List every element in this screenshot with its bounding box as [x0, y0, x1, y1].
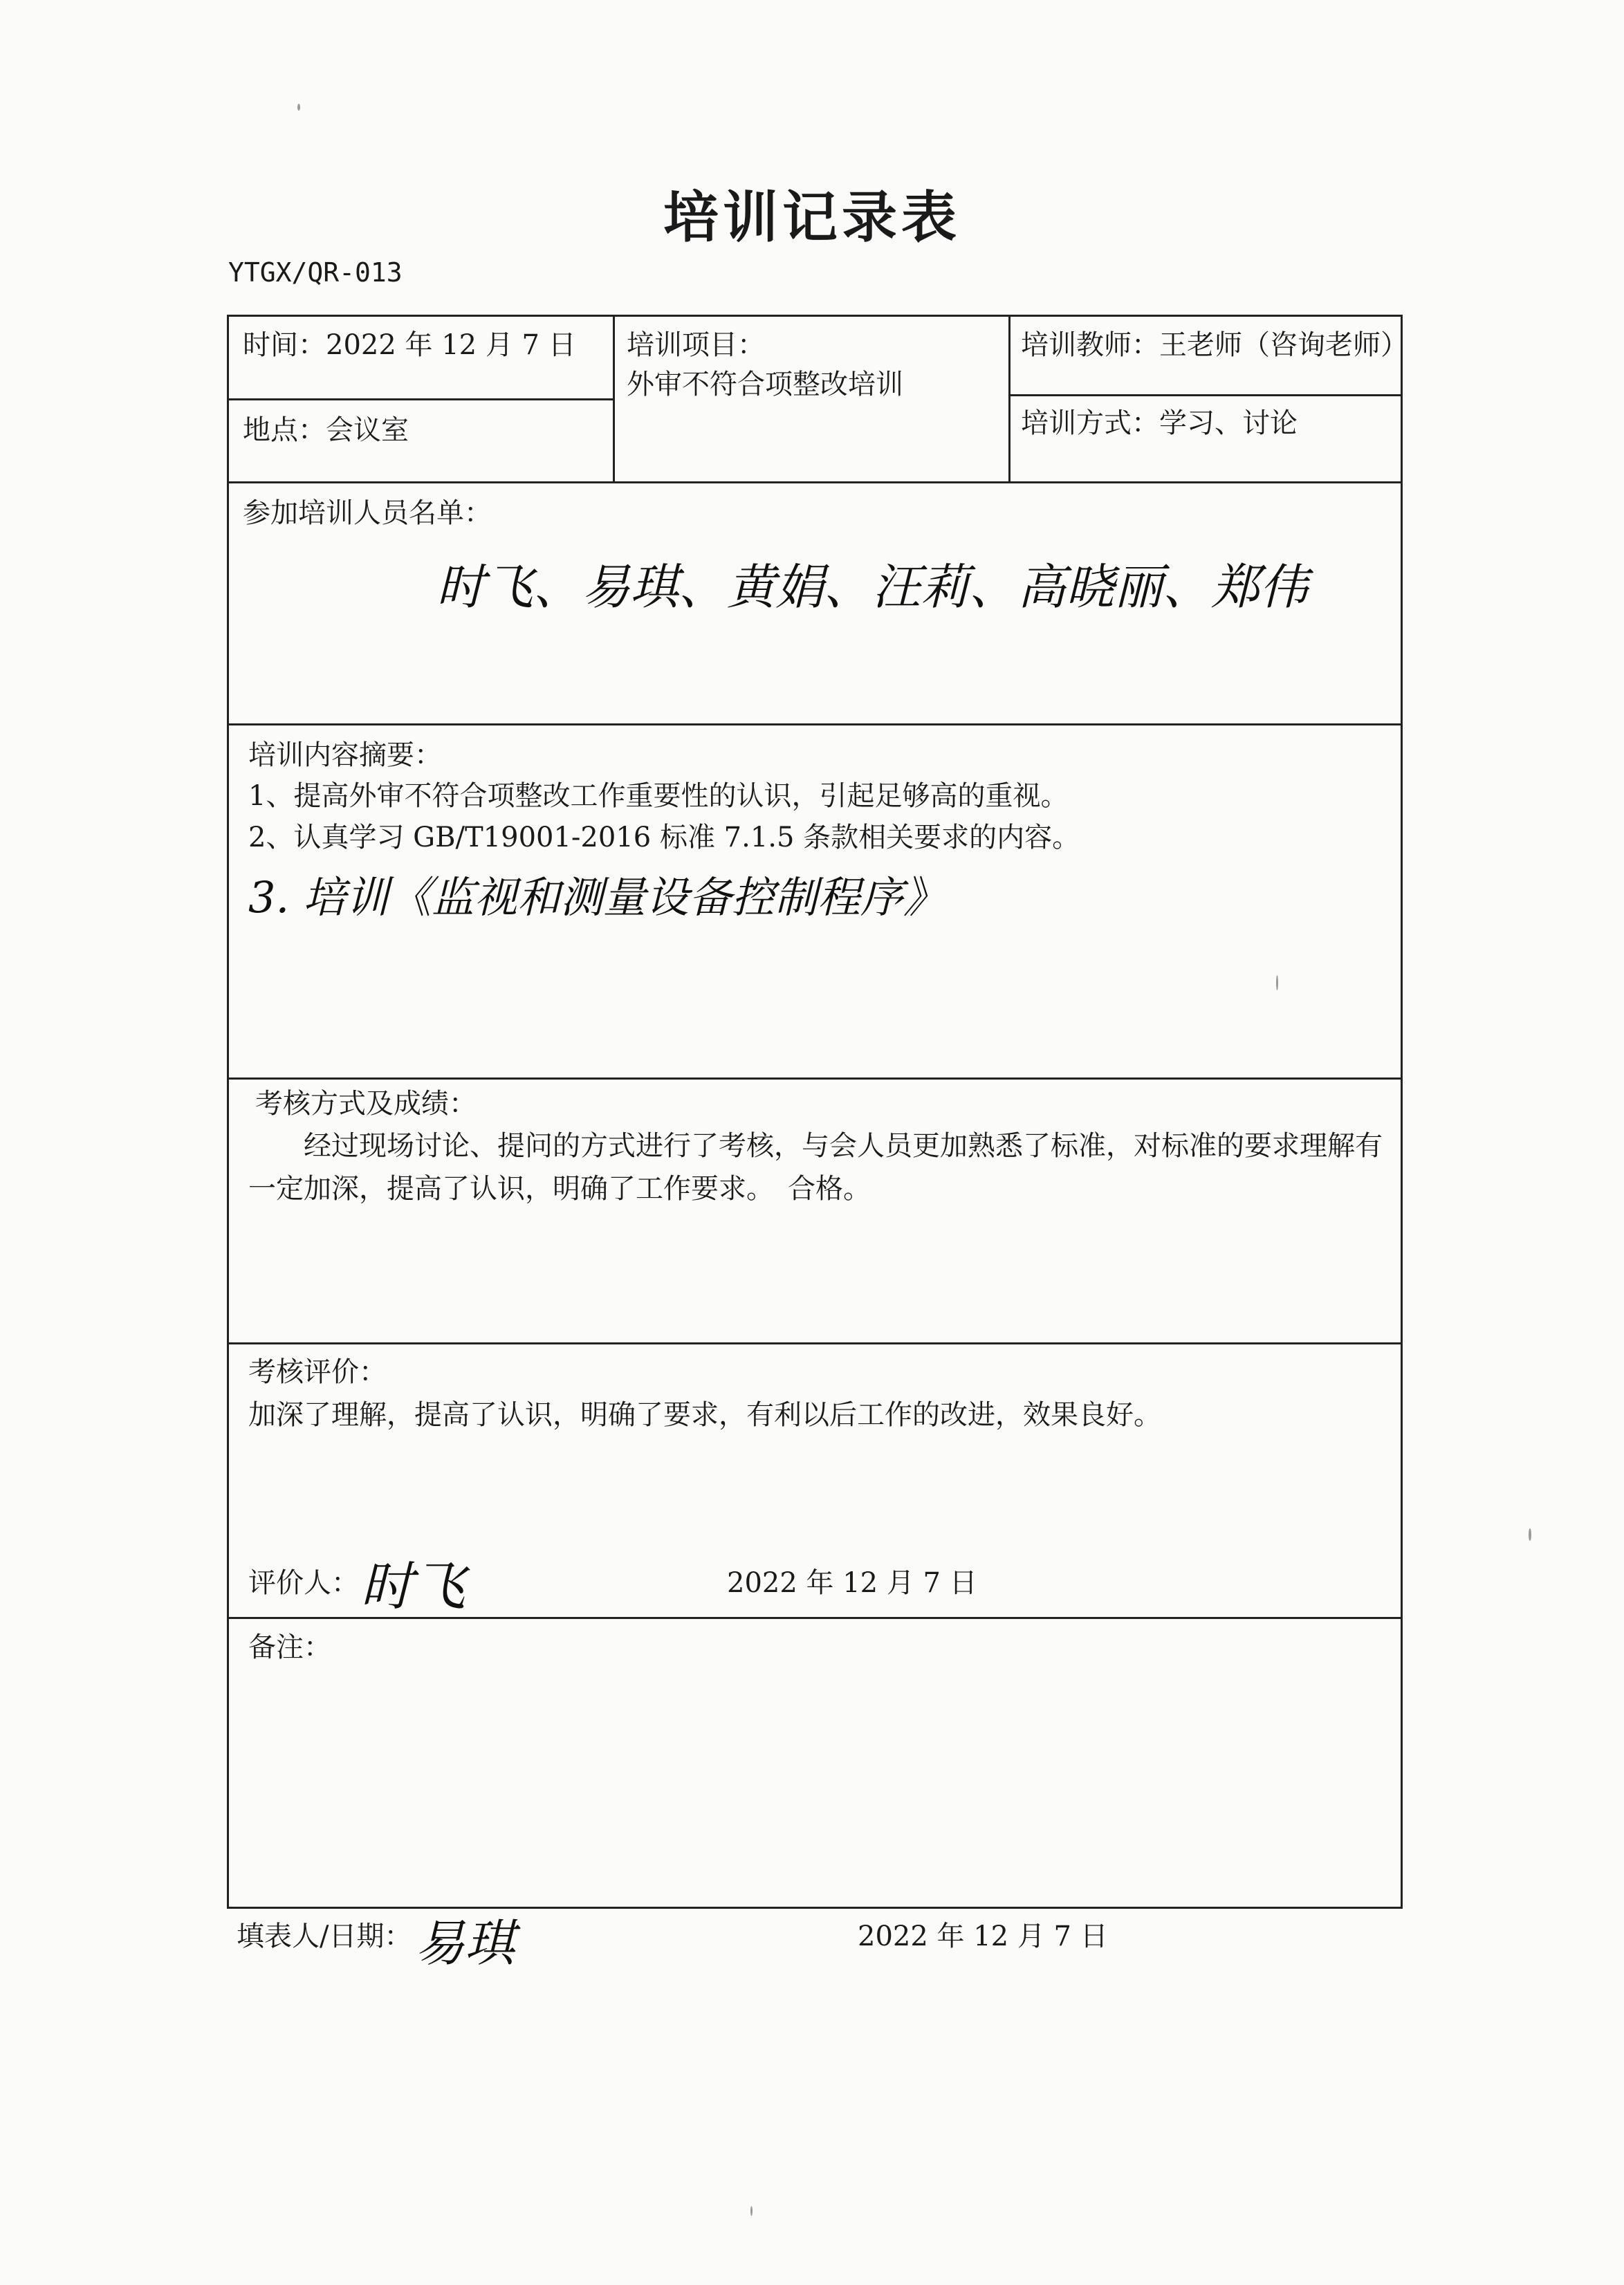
document-code: YTGX/QR-013	[228, 257, 403, 288]
assessment-bottom-line	[229, 1342, 1401, 1344]
summary-item-1: 1、提高外审不符合项整改工作重要性的认识，引起足够高的重视。	[248, 780, 1069, 812]
scan-speck	[1529, 1528, 1531, 1541]
evaluator-signature: 时飞	[360, 1555, 465, 1617]
footer-date: 2022 年 12 月 7 日	[858, 1921, 1108, 1952]
attendees-handwritten: 时飞、易琪、黄娟、汪莉、高晓丽、郑伟	[436, 559, 1308, 616]
filler-signature: 易琪	[415, 1914, 515, 1972]
header-right-mid-line	[1008, 394, 1401, 396]
scan-speck	[1276, 975, 1278, 990]
summary-item-3-handwritten: 3. 培训《监视和测量设备控制程序》	[248, 872, 946, 923]
evaluation-bottom-line	[229, 1617, 1401, 1619]
summary-label: 培训内容摘要：	[248, 739, 442, 771]
training-record-form	[227, 315, 1408, 1909]
header-divider-2	[1008, 317, 1011, 481]
training-location: 地点：会议室	[243, 414, 409, 446]
assessment-label: 考核方式及成绩：	[255, 1088, 477, 1120]
scan-speck	[297, 104, 300, 111]
training-time: 时间：2022 年 12 月 7 日	[243, 329, 576, 361]
summary-bottom-line	[229, 1077, 1401, 1080]
header-bottom-line	[229, 481, 1401, 483]
training-project-value: 外审不符合项整改培训	[627, 369, 903, 400]
filler-label: 填表人/日期：	[237, 1921, 412, 1952]
training-teacher: 培训教师：王老师（咨询老师）	[1021, 329, 1408, 361]
evaluation-label: 考核评价：	[248, 1356, 387, 1388]
evaluation-date: 2022 年 12 月 7 日	[727, 1567, 977, 1599]
attendees-bottom-line	[229, 723, 1401, 725]
header-divider-1	[613, 317, 615, 481]
document-title: 培训记录表	[663, 185, 961, 250]
summary-item-2: 2、认真学习 GB/T19001-2016 标准 7.1.5 条款相关要求的内容。	[248, 822, 1080, 853]
training-project-label: 培训项目：	[627, 329, 765, 361]
training-method: 培训方式：学习、讨论	[1021, 407, 1298, 439]
evaluator-label: 评价人：	[248, 1567, 359, 1599]
attendees-label: 参加培训人员名单：	[243, 497, 492, 529]
assessment-text: 经过现场讨论、提问的方式进行了考核，与会人员更加熟悉了标准，对标准的要求理解有一定加深，提高了认识，明确了工作要求。 合格。	[248, 1130, 1383, 1205]
scan-speck	[750, 2206, 753, 2216]
evaluation-text: 加深了理解，提高了认识，明确了要求，有利以后工作的改进，效果良好。	[248, 1399, 1161, 1431]
remarks-label: 备注：	[248, 1631, 331, 1663]
header-left-mid-line	[229, 398, 613, 400]
